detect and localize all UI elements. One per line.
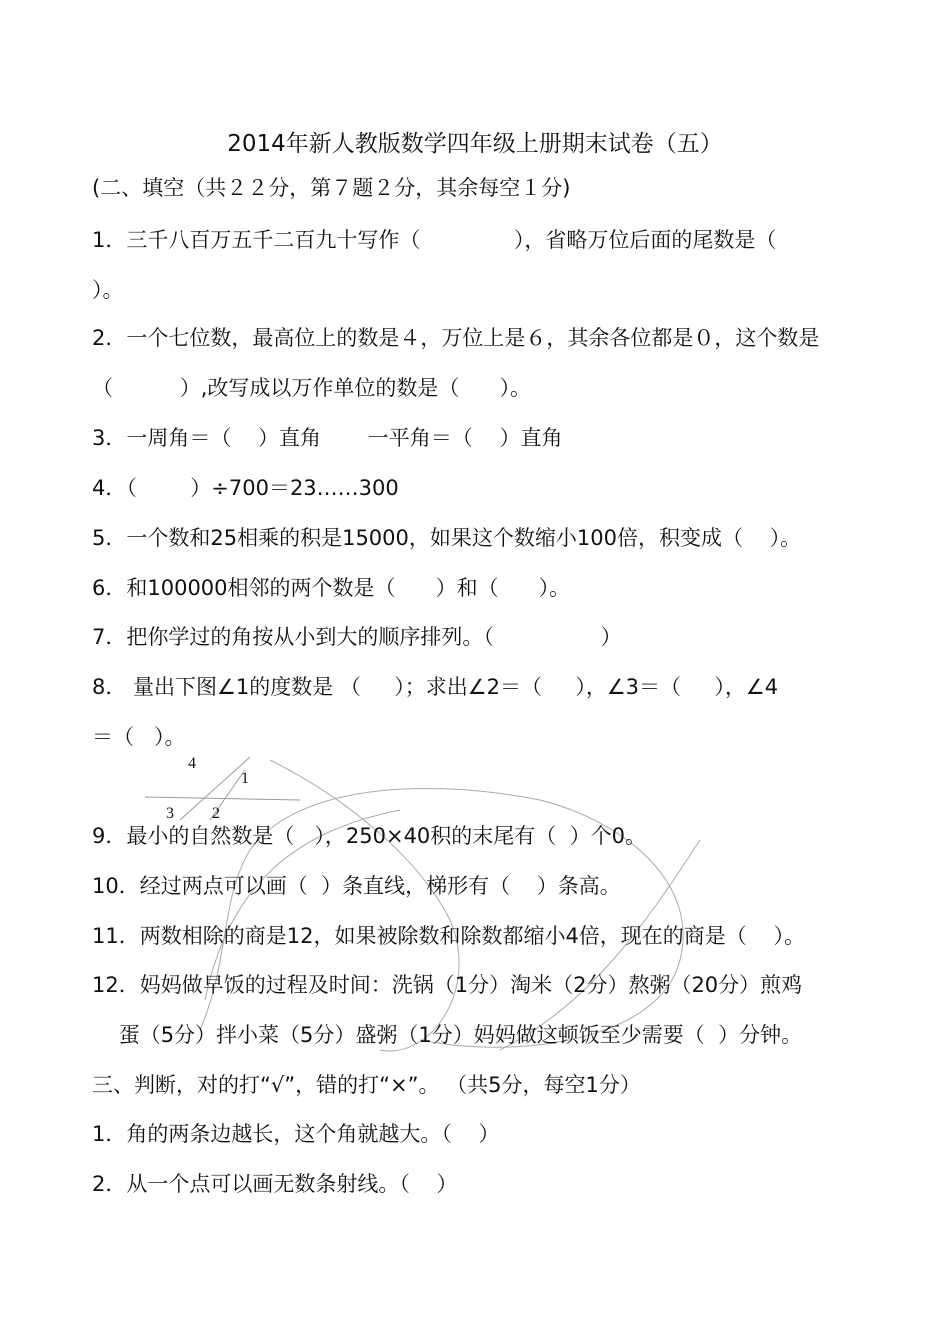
angle-label-3: 3 [166,805,174,822]
question-2: 2．一个七位数，最高位上的数是４，万位上是６，其余各位都是０，这个数是 [92,326,820,350]
question-8-cont: ＝（ ）。 [92,725,186,749]
question-12-cont: 蛋（5分）拌小菜（5分）盛粥（1分）妈妈做这顿饭至少需要（ ）分钟。 [92,1023,803,1047]
section-3-heading: 三、判断，对的打“√”，错的打“×”。 （共5分，每空1分） [92,1073,641,1097]
section-heading: (二、填空（共２２分，第７题２分，其余每空１分) [92,176,571,200]
question-12: 12．妈妈做早饭的过程及时间：洗锅（1分）淘米（2分）熬粥（20分）煎鸡 [92,973,803,997]
question-2-cont: （ ）,改写成以万作单位的数是（ ）。 [92,376,531,400]
horizontal-line [145,797,300,800]
question-5: 5．一个数和25相乘的积是15000，如果这个数缩小100倍，积变成（ ）。 [92,526,802,550]
question-1-cont: ）。 [92,278,124,302]
angle-label-1: 1 [241,770,249,787]
decorative-curves [200,760,700,1051]
question-3: 3．一周角＝（ ）直角 一平角＝（ ）直角 [92,426,563,450]
question-4: 4．（ ）÷700＝23……300 [92,476,399,500]
question-10: 10．经过两点可以画（ ）条直线，梯形有（ ）条高。 [92,874,621,898]
question-1: 1．三千八百万五千二百九十写作（ ），省略万位后面的尾数是（ [92,228,777,252]
page-title: 2014年新人教版数学四年级上册期末试卷（五） [227,131,723,157]
angle-label-2: 2 [212,805,220,822]
question-9: 9．最小的自然数是（ ），250×40积的末尾有（ ）个0。 [92,824,646,848]
question-8: 8． 量出下图∠1的度数是 （ ）；求出∠2＝（ ），∠3＝（ ），∠4 [92,675,779,699]
question-11: 11．两数相除的商是12，如果被除数和除数都缩小4倍，现在的商是（ ）。 [92,924,806,948]
judge-question-2: 2．从一个点可以画无数条射线。（ ） [92,1172,458,1196]
judge-question-1: 1．角的两条边越长，这个角就越大。（ ） [92,1122,500,1146]
question-6: 6．和100000相邻的两个数是（ ）和（ ）。 [92,576,571,600]
angle-label-4: 4 [188,755,196,772]
question-7: 7．把你学过的角按从小到大的顺序排列。（ ） [92,625,622,649]
